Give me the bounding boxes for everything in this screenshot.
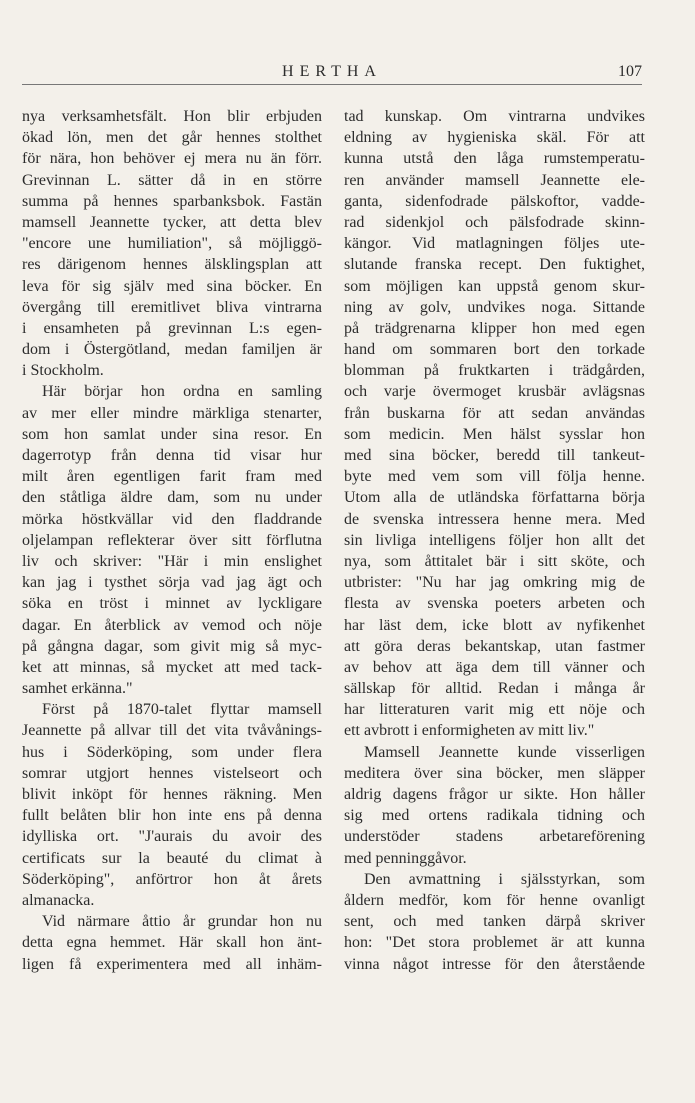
text-line: med penninggåvor. <box>344 849 467 867</box>
text-line: sällskap för alltid. Redan i många år <box>344 680 645 698</box>
text-line: i Stockholm. <box>22 362 104 380</box>
text-line: för nära, hon behöver ej mera nu än förr. <box>22 150 322 168</box>
text-line: milt åren egentligen farit fram med <box>22 468 322 486</box>
text-line: Vid närmare åttio år grundar hon nu <box>42 913 322 931</box>
text-line: dagerrotyp från denna tid visar hur <box>22 447 322 464</box>
text-line: söka en tröst i minnet av lyckligare <box>22 595 322 613</box>
text-line: aldrig dagens frågor ur sikte. Hon håller <box>344 786 645 803</box>
text-line: Här börjar hon ordna en samling <box>42 383 322 401</box>
text-line: summa på hennes sparbanksbok. Fastän <box>22 192 322 210</box>
text-line: ning av golv, undvikes noga. Sittande <box>344 298 645 316</box>
text-line: kängor. Vid matlagningen följes ute- <box>344 235 645 253</box>
text-line: "encore une humiliation", så möjliggö- <box>22 235 322 253</box>
text-line: vinna något intresse för den återstående <box>344 955 645 973</box>
text-line: ligen få experimentera med all inhäm- <box>22 955 322 973</box>
text-line: mamsell Jeannette tycker, att detta blev <box>22 213 322 231</box>
text-line: oljelampan reflekterar över sitt förflutna <box>22 531 322 549</box>
text-line: som hon samlat under sina resor. En <box>22 425 322 443</box>
text-line: som möjligen kan uppstå genom skur- <box>344 277 645 295</box>
text-line: Söderköping", anförtror hon åt årets <box>22 870 322 888</box>
text-line: ren använder mamsell Jeannette ele- <box>344 171 645 189</box>
text-line: rad sidenkjol och pälsfodrade skinn- <box>344 213 645 231</box>
text-line: med sina böcker, beredd till tankeut- <box>344 447 645 464</box>
text-line: nya, som åttitalet bär i sitt sköte, och <box>344 552 645 570</box>
text-line: kunna utstå den låga rumstemperatu- <box>344 150 645 168</box>
page-number: 107 <box>618 63 642 80</box>
text-line: dagar. En återblick av vemod och nöje <box>22 616 322 634</box>
text-line: på trädgrenarna klipper hon med egen <box>344 319 645 337</box>
text-line: från buskarna för att sedan användas <box>344 404 645 422</box>
text-line: ket att minnas, så mycket att med tack- <box>22 658 322 676</box>
text-line: sin livliga intelligens följer hon allt det <box>344 531 645 549</box>
text-line: blivit inköpt för hennes räkning. Men <box>22 786 322 803</box>
text-column-left <box>22 106 322 975</box>
text-line: liv och skriver: "Här i min enslighet <box>22 552 322 570</box>
text-line: hus i Söderköping, som under flera <box>22 743 322 761</box>
running-header <box>22 62 642 85</box>
text-line: sig med ortens radikala tidning och <box>344 807 645 825</box>
text-line: har läst dem, icke blott av nyfikenhet <box>344 616 645 634</box>
text-line: nya verksamhetsfält. Hon blir erbjuden <box>22 108 322 125</box>
text-line: somrar utgjort hennes vistelseort och <box>22 764 322 782</box>
text-line: mörka höstkvällar vid den fladdrande <box>22 510 322 528</box>
text-line: eldning av hygieniska skäl. För att <box>344 129 645 147</box>
text-line: byte med vem som vill följa henne. <box>344 468 645 486</box>
text-line: res därigenom hennes älsklingsplan att <box>22 256 322 274</box>
text-line: Den avmattning i själsstyrkan, som <box>364 870 645 888</box>
text-line: ganta, sidenfodrade pälskoftor, vadde- <box>344 192 645 210</box>
text-line: att göra deras bekantskap, utan fastmer <box>344 637 645 655</box>
text-line: sent, och med tanken därpå skriver <box>344 913 645 931</box>
text-line: flesta av svenska poeters arbeten och <box>344 595 645 613</box>
text-line: har litteraturen varit mig ett nöje och <box>344 701 645 719</box>
text-line: och varje övermoget krusbär avlägsnas <box>344 383 645 401</box>
text-line: understöder stadens arbetareförening <box>344 828 645 846</box>
text-line: Först på 1870-talet flyttar mamsell <box>42 701 322 719</box>
text-line: hand om sommaren bort den torkade <box>344 341 645 359</box>
text-line: almanacka. <box>22 891 95 909</box>
text-line: idylliska ort. "J'aurais du avoir des <box>22 828 322 846</box>
text-line: leva för sig själv med sina böcker. En <box>22 277 322 295</box>
text-line: de svenska intressera henne mera. Med <box>344 510 645 528</box>
text-line: i ensamheten på grevinnan L:s egen- <box>22 319 322 337</box>
text-line: övergång till eremitlivet bliva vintrarna <box>22 298 322 316</box>
text-line: samhet erkänna." <box>22 680 133 698</box>
text-line: kan jag i tysthet sörja vad jag ägt och <box>22 574 322 592</box>
text-line: Mamsell Jeannette kunde visserligen <box>364 743 645 761</box>
text-line: den ståtliga äldre dam, som nu under <box>22 489 322 507</box>
text-column-right <box>344 106 645 975</box>
text-line: fullt belåten blir hon inte ens på denna <box>22 807 322 825</box>
text-line: av behov att äga dem till vänner och <box>344 658 645 676</box>
text-line: utbrister: "Nu har jag omkring mig de <box>344 574 645 592</box>
text-line: åldern medför, kom för henne ovanligt <box>344 891 645 909</box>
text-line: ett avbrott i enformigheten av mitt liv." <box>344 722 595 740</box>
text-line: Jeannette på allvar till det vita tvåvånings- <box>22 722 322 740</box>
text-line: meditera över sina böcker, men släpper <box>344 764 645 782</box>
text-line: av mer eller mindre märkliga stenarter, <box>22 404 322 422</box>
running-title: HERTHA <box>282 63 382 80</box>
text-line: ökad lön, men det går hennes stolthet <box>22 129 322 147</box>
text-line: Grevinnan L. sätter då in en större <box>22 171 322 189</box>
text-line: blomman på fruktkarten i trädgården, <box>344 362 645 380</box>
text-line: certificats sur la beauté du climat à <box>22 849 322 867</box>
text-line: dom i Östergötland, medan familjen är <box>22 341 322 359</box>
text-line: slutande franska recept. Den fuktighet, <box>344 256 645 274</box>
text-line: detta egna hemmet. Här skall hon änt- <box>22 934 322 952</box>
text-line: hon: "Det stora problemet är att kunna <box>344 934 645 952</box>
text-line: som medicin. Men hälst sysslar hon <box>344 425 645 443</box>
text-line: Utom alla de utländska författarna börja <box>344 489 645 507</box>
text-line: tad kunskap. Om vintrarna undvikes <box>344 108 645 125</box>
text-line: på gångna dagar, som givit mig så myc- <box>22 637 322 655</box>
